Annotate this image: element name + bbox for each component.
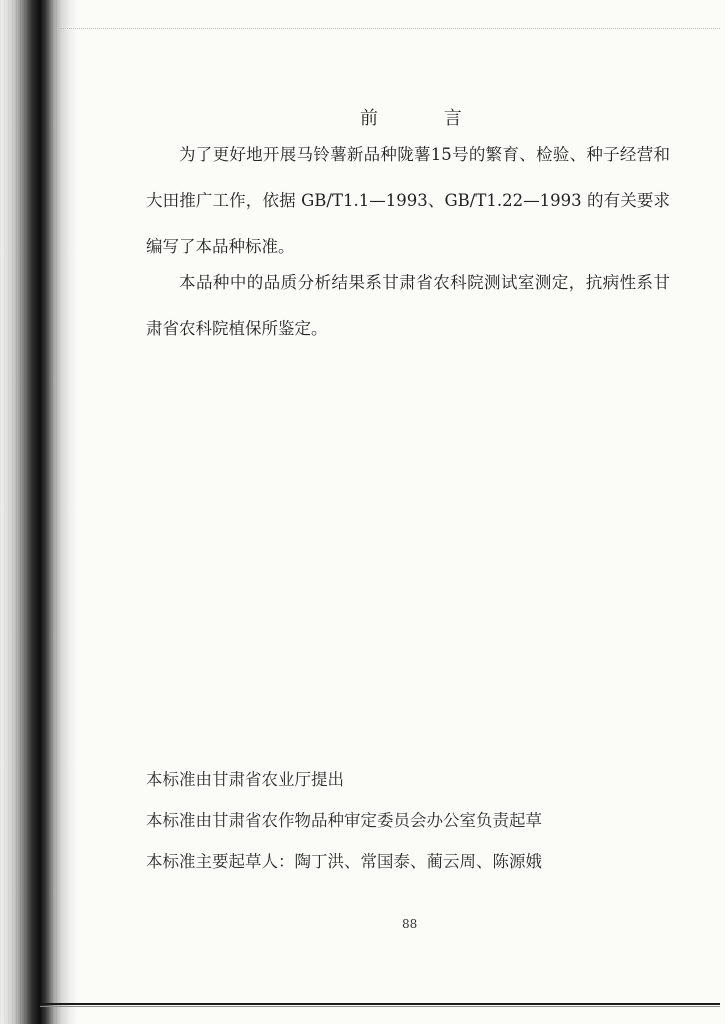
scan-binding-texture [0, 0, 60, 1024]
proposer-line: 本标准由甘肃省农业厅提出 [146, 770, 344, 789]
foreword-body [146, 132, 670, 270]
page-number: 88 [402, 917, 418, 931]
paragraph-purpose: 为了更好地开展马铃薯新品种陇薯15号的繁育、检验、种子经营和大田推广工作，依据 GB/T1.1—1993、GB/T1.22—1993 的有关要求编写了本品种标准。 [146, 145, 670, 256]
paragraph-testing: 本品种中的品质分析结果系甘肃省农科院测试室测定，抗病性系甘肃省农科院植保所鉴定。 [146, 273, 670, 338]
top-dotted-rule [60, 28, 720, 29]
bottom-rule-shadow [40, 1006, 720, 1007]
drafting-unit-line: 本标准由甘肃省农作物品种审定委员会办公室负责起草 [146, 811, 542, 830]
foreword-body-second [146, 260, 670, 352]
drafters-line: 本标准主要起草人：陶丁洪、常国泰、蔺云周、陈源娥 [146, 852, 542, 871]
page-title: 前 言 [360, 108, 492, 129]
bottom-rule [40, 1003, 720, 1005]
